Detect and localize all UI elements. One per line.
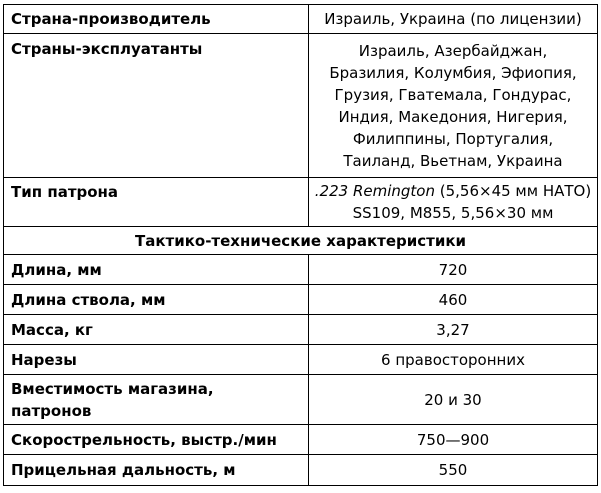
specifications-table <box>3 4 598 486</box>
table-row-section-title <box>4 227 598 255</box>
cartridge-line-1 <box>313 180 593 202</box>
spec-label: Масса, кг <box>4 315 309 345</box>
operators-line: Таиланд, Вьетнам, Украина <box>343 151 563 170</box>
operators-line: Индия, Македония, Нигерия, <box>338 107 568 126</box>
table-row <box>4 425 598 455</box>
cartridge-line-2: SS109, M855, 5,56×30 мм <box>352 204 554 222</box>
operators-value <box>309 34 598 178</box>
operators-line: Израиль, Азербайджан, <box>358 41 548 60</box>
operators-label: Страны-эксплуатанты <box>4 34 309 178</box>
spec-value: 720 <box>309 255 598 285</box>
operators-line: Бразилия, Колумбия, Эфиопия, <box>329 63 577 82</box>
spec-label: Нарезы <box>4 345 309 375</box>
operators-line: Филиппины, Португалия, <box>352 129 554 148</box>
spec-value: 20 и 30 <box>309 375 598 425</box>
spec-label: Скорострельность, выстр./мин <box>4 425 309 455</box>
cartridge-value <box>309 178 598 227</box>
spec-value: 460 <box>309 285 598 315</box>
table-row-manufacturer <box>4 5 598 34</box>
section-title: Тактико-технические характеристики <box>4 227 598 255</box>
manufacturer-label: Страна-производитель <box>4 5 309 34</box>
cartridge-name: .223 Remington <box>314 182 435 200</box>
table-row <box>4 455 598 486</box>
table-row <box>4 315 598 345</box>
spec-value: 550 <box>309 455 598 486</box>
table-row-cartridge <box>4 178 598 227</box>
spec-label: Прицельная дальность, м <box>4 455 309 486</box>
table-row <box>4 375 598 425</box>
spec-label-line: патронов <box>11 401 92 420</box>
operators-line: Грузия, Гватемала, Гондурас, <box>334 85 572 104</box>
spec-value: 750—900 <box>309 425 598 455</box>
cartridge-caliber: (5,56×45 мм НАТО) <box>434 182 592 200</box>
table-row <box>4 345 598 375</box>
spec-label: Длина ствола, мм <box>4 285 309 315</box>
spec-value: 6 правосторонних <box>309 345 598 375</box>
spec-label-line: Вместимость магазина, <box>11 379 214 398</box>
table-row <box>4 255 598 285</box>
table-row <box>4 285 598 315</box>
manufacturer-value: Израиль, Украина (по лицензии) <box>309 5 598 34</box>
spec-label: Длина, мм <box>4 255 309 285</box>
table-row-operators <box>4 34 598 178</box>
spec-label <box>4 375 309 425</box>
spec-value: 3,27 <box>309 315 598 345</box>
cartridge-label: Тип патрона <box>4 178 309 227</box>
